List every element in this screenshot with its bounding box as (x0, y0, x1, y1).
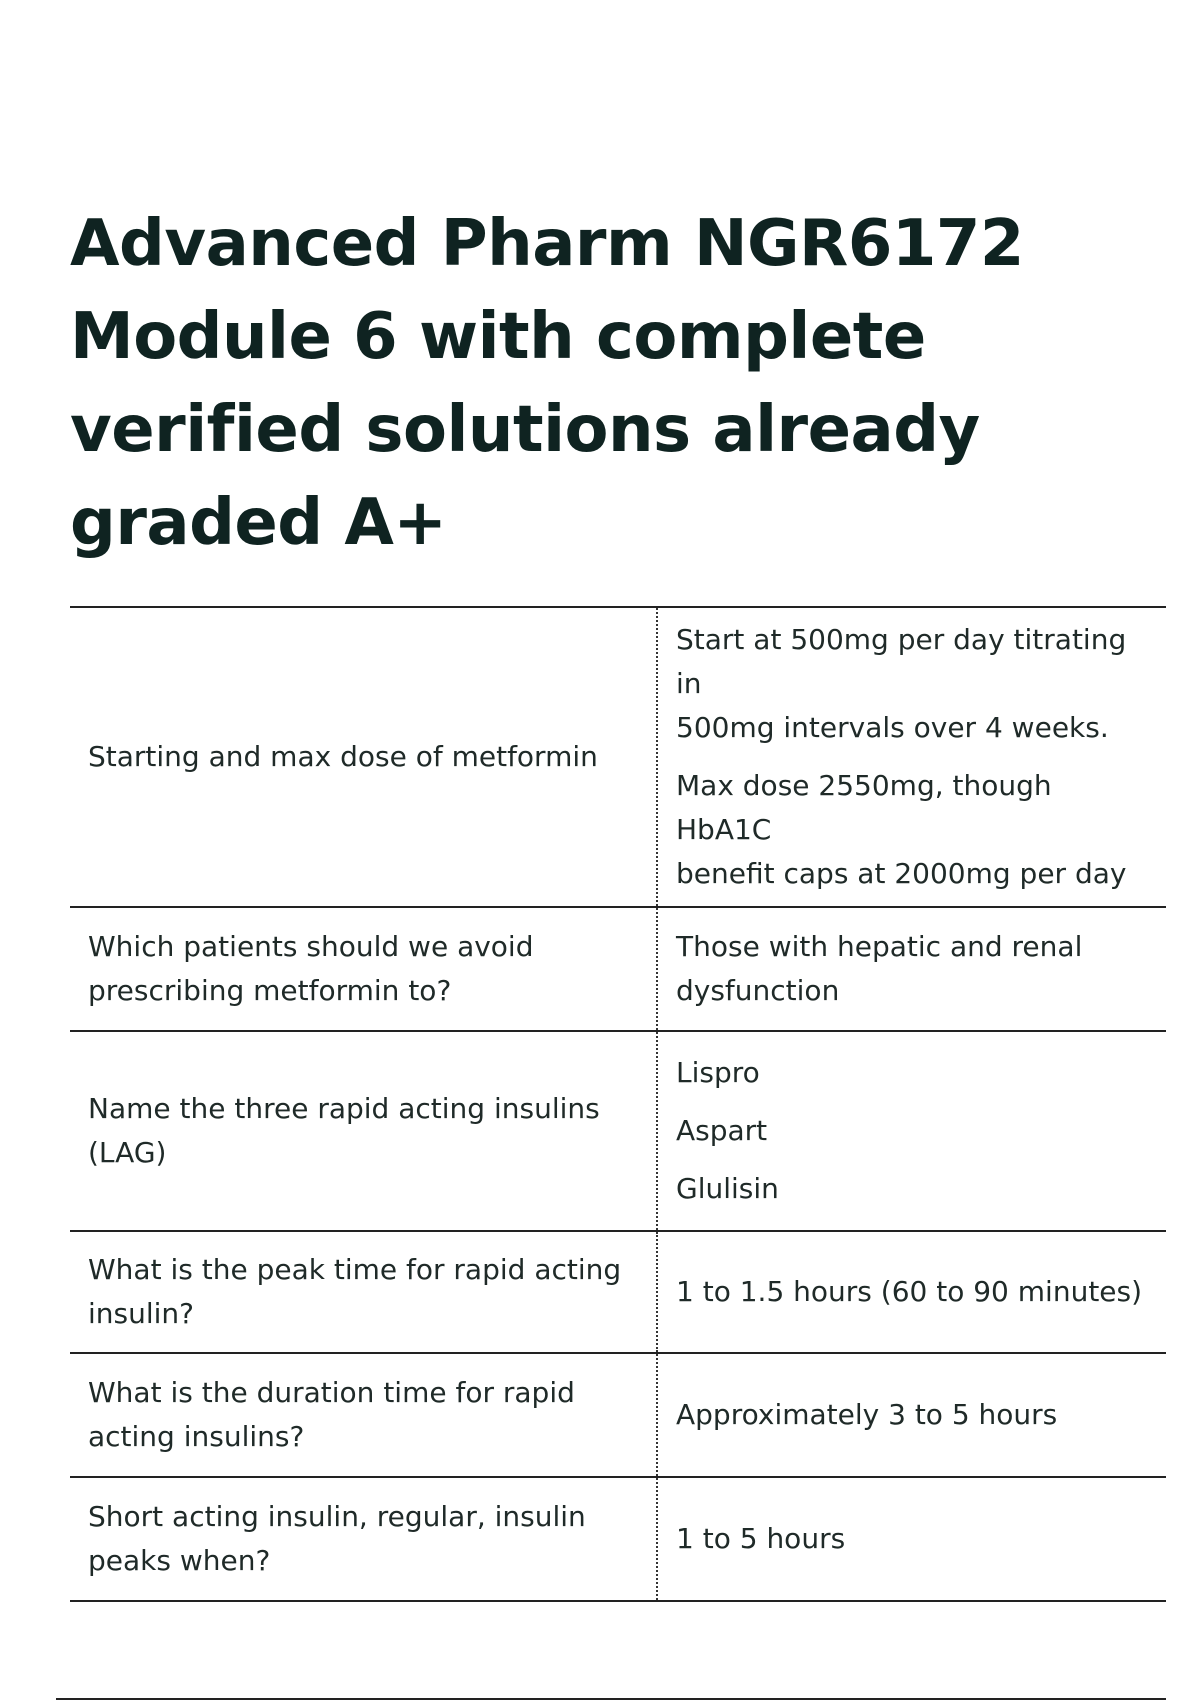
table-row (70, 907, 1166, 1031)
question-line: What is the peak time for rapid acting (88, 1253, 622, 1286)
question-line: (LAG) (88, 1136, 167, 1169)
answer-paragraph (676, 618, 1148, 750)
question-line: peaks when? (88, 1544, 271, 1577)
answer-cell (657, 1353, 1166, 1477)
answer-line: Those with hepatic and renal (676, 930, 1083, 963)
question-cell (70, 1477, 657, 1601)
answer-cell (657, 1031, 1166, 1231)
title-line: verified solutions already (70, 393, 980, 467)
answer-paragraph (676, 764, 1148, 896)
title-line: Module 6 with complete (70, 300, 926, 374)
answer-text: 1 to 1.5 hours (60 to 90 minutes) (676, 1275, 1143, 1308)
answer-text: Approximately 3 to 5 hours (676, 1398, 1058, 1431)
answer-item: Glulisin (676, 1172, 779, 1205)
answer-cell (657, 1477, 1166, 1601)
question-cell (70, 607, 657, 907)
question-line: insulin? (88, 1297, 195, 1330)
table-row (70, 1231, 1166, 1353)
question-line: Which patients should we avoid (88, 930, 534, 963)
question-cell (70, 1231, 657, 1353)
title-line: graded A+ (70, 486, 447, 560)
question-cell (70, 907, 657, 1031)
question-line: Name the three rapid acting insulins (88, 1092, 600, 1125)
question-line: What is the duration time for rapid (88, 1376, 575, 1409)
table-row (70, 1031, 1166, 1231)
question-text: Starting and max dose of metformin (88, 740, 598, 773)
table-row (70, 1353, 1166, 1477)
answer-cell (657, 907, 1166, 1031)
answer-item: Aspart (676, 1114, 768, 1147)
question-line: prescribing metformin to? (88, 974, 452, 1007)
answer-line: Max dose 2550mg, though HbA1C (676, 769, 1052, 846)
question-line: acting insulins? (88, 1420, 305, 1453)
answer-item: Lispro (676, 1056, 760, 1089)
title-line: Advanced Pharm NGR6172 (70, 207, 1024, 281)
question-cell (70, 1353, 657, 1477)
answer-line: Start at 500mg per day titrating in (676, 623, 1127, 700)
answer-line: 500mg intervals over 4 weeks. (676, 711, 1109, 744)
question-cell (70, 1031, 657, 1231)
answer-cell (657, 607, 1166, 907)
page-title (70, 198, 1110, 570)
table-row (70, 607, 1166, 907)
answer-cell (657, 1231, 1166, 1353)
table-row (70, 1477, 1166, 1601)
question-line: Short acting insulin, regular, insulin (88, 1500, 586, 1533)
qa-table (70, 606, 1166, 1602)
answer-line: benefit caps at 2000mg per day (676, 857, 1127, 890)
answer-text: 1 to 5 hours (676, 1522, 846, 1555)
answer-line: dysfunction (676, 974, 840, 1007)
